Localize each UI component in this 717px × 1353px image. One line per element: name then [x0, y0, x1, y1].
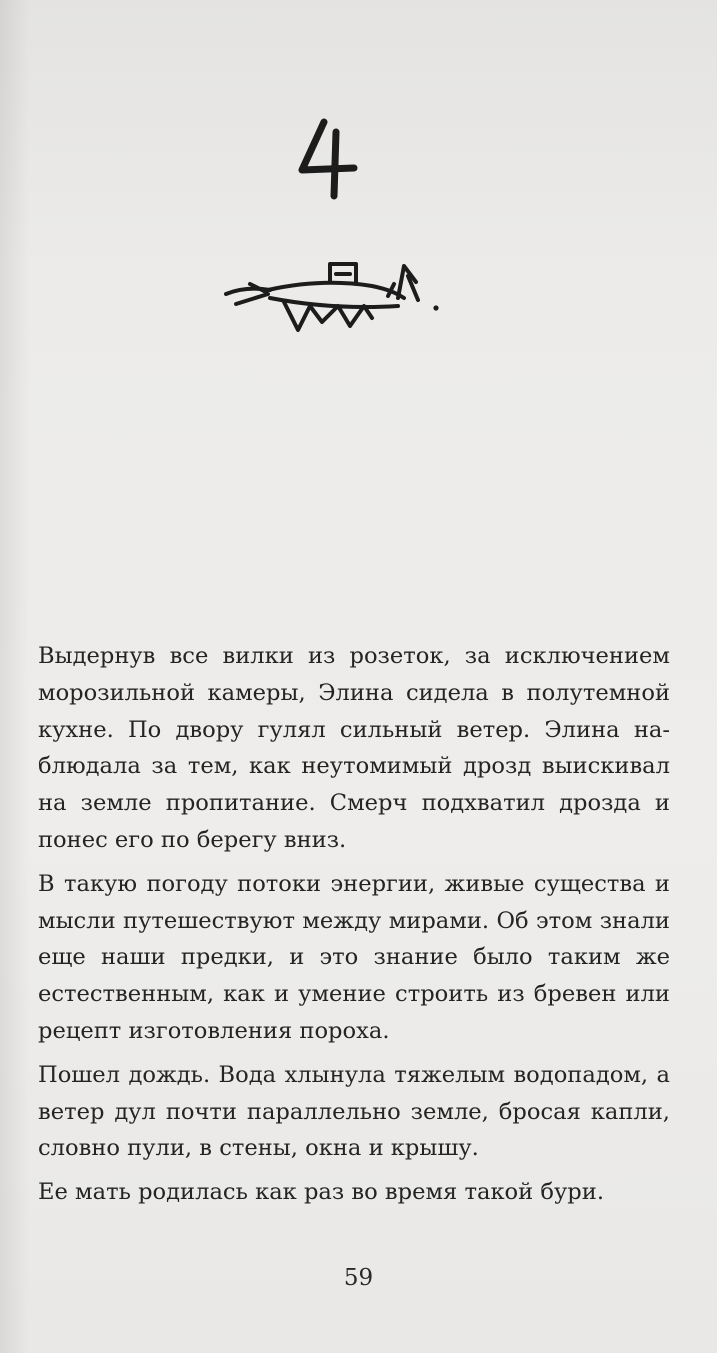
paragraph: Пошел дождь. Вода хлынула тяжелым водопадом, а ветер дул почти параллельно земле, бросая капли, словно пули, в стены, окна и крышу.: [38, 1061, 670, 1162]
paragraph: Ее мать родилась как раз во время такой бури.: [38, 1179, 605, 1206]
page-number: 59: [343, 1265, 374, 1291]
chapter-number-drawing: [296, 118, 366, 200]
paragraph: В такую погоду потоки энергии, живые существа и мысли путешествуют между мирами. Об этом знали еще наши предки, и это знание было таким же естественным, как и умение строить из бревен или рецепт изготовления пороха.: [38, 870, 670, 1044]
handdrawn-boat-icon: [222, 260, 452, 340]
page-gutter-shadow: [0, 0, 30, 1353]
paragraph: Выдернув все вилки из розеток, за исключением морозильной камеры, Элина сидела в полутемной кухне. По двору гулял сильный ветер. Элина наблюдала за тем, как неутомимый дрозд выискивал на земле пропитание. Смерч подхватил дрозда и понес его по берегу вниз.: [38, 643, 670, 853]
chapter-body: [38, 638, 670, 1218]
